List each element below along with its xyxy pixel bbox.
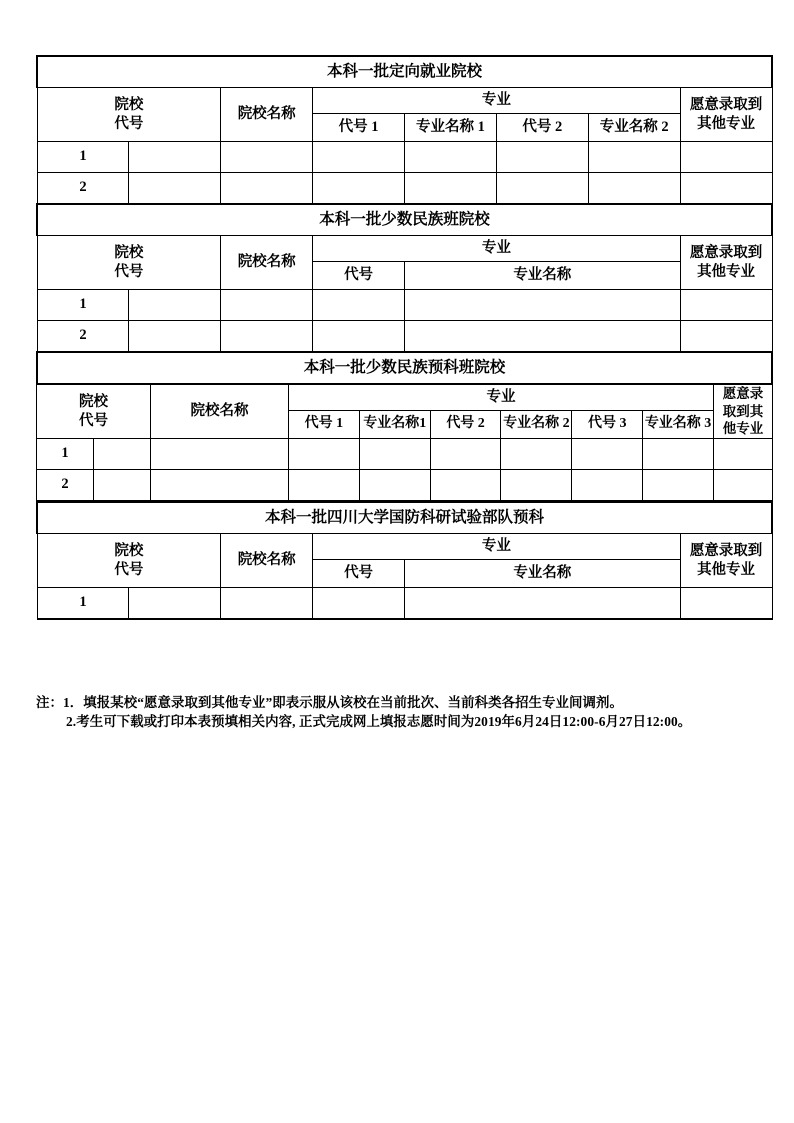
section-3-cell-school-code-1[interactable] <box>94 439 151 470</box>
table-row <box>37 142 772 173</box>
table-row <box>37 173 772 205</box>
section-1-cell-name2-1[interactable] <box>588 142 680 173</box>
section-4-table <box>36 501 773 620</box>
section-4-cell-school-name-1[interactable] <box>221 588 313 620</box>
section-2-header-row-a <box>37 236 772 262</box>
note-line-1: 注：1．填报某校“愿意录取到其他专业”即表示服从该校在当前批次、当前科类各招生专业间调剂。 <box>36 695 623 710</box>
section-4-cell-name-1[interactable] <box>405 588 681 620</box>
section-4-sub-header-code: 代号 <box>313 560 405 588</box>
section-1-cell-name2-2[interactable] <box>588 173 680 205</box>
table-row <box>37 290 772 321</box>
section-2-title-row <box>37 204 772 236</box>
section-1-sub-header-name2: 专业名称 2 <box>588 114 680 142</box>
section-3-cell-name3-1[interactable] <box>643 439 714 470</box>
section-4-school-code-header: 院校 代号 <box>37 534 221 588</box>
section-3-title-row <box>37 352 772 384</box>
section-2-row-number-1: 1 <box>37 290 129 321</box>
section-1-school-name-header: 院校名称 <box>221 88 313 142</box>
section-3-cell-school-code-2[interactable] <box>94 470 151 501</box>
section-3-title: 本科一批少数民族预科班院校 <box>37 352 772 384</box>
section-2-cell-willing-2[interactable] <box>680 321 772 353</box>
section-3-school-name-header: 院校名称 <box>151 385 289 439</box>
section-1-major-group-header: 专业 <box>313 88 681 114</box>
section-2-cell-willing-1[interactable] <box>680 290 772 321</box>
section-1-title: 本科一批定向就业院校 <box>37 56 772 88</box>
section-1-sub-header-code2: 代号 2 <box>496 114 588 142</box>
table-row <box>37 321 772 353</box>
section-2-cell-school-name-2[interactable] <box>221 321 313 353</box>
section-3-cell-name3-2[interactable] <box>643 470 714 501</box>
section-3-cell-code1-2[interactable] <box>289 470 360 501</box>
section-3-cell-willing-1[interactable] <box>714 439 773 470</box>
section-1-cell-school-code-2[interactable] <box>129 173 221 205</box>
section-3-cell-school-name-2[interactable] <box>151 470 289 501</box>
section-1-sub-header-code1: 代号 1 <box>313 114 405 142</box>
section-1-header-row-a <box>37 88 772 114</box>
section-2-title: 本科一批少数民族班院校 <box>37 204 772 236</box>
section-3-sub-header-code3: 代号 3 <box>572 411 643 439</box>
section-1-cell-code2-2[interactable] <box>496 173 588 205</box>
section-2-sub-header-code: 代号 <box>313 262 405 290</box>
note-line-2: 2.考生可下载或打印本表预填相关内容, 正式完成网上填报志愿时间为2019年6月24日12:00-6月27日12:00。 <box>66 714 692 730</box>
section-3-cell-name1-1[interactable] <box>359 439 430 470</box>
form-table <box>36 55 773 384</box>
section-2-cell-code-1[interactable] <box>313 290 405 321</box>
section-4-title: 本科一批四川大学国防科研试验部队预科 <box>37 502 772 534</box>
volunteer-form-table <box>36 55 773 620</box>
section-3-cell-code3-2[interactable] <box>572 470 643 501</box>
section-1-cell-school-code-1[interactable] <box>129 142 221 173</box>
section-3-cell-code2-1[interactable] <box>430 439 501 470</box>
section-3-sub-header-name2: 专业名称 2 <box>501 411 572 439</box>
section-1-title-row <box>37 56 772 88</box>
section-1-cell-name1-1[interactable] <box>405 142 497 173</box>
section-1-cell-code2-1[interactable] <box>496 142 588 173</box>
section-3-cell-school-name-1[interactable] <box>151 439 289 470</box>
section-4-row-number-1: 1 <box>37 588 129 620</box>
section-3-sub-header-code1: 代号 1 <box>289 411 360 439</box>
section-4-school-name-header: 院校名称 <box>221 534 313 588</box>
section-2-cell-code-2[interactable] <box>313 321 405 353</box>
section-4-title-row <box>37 502 772 534</box>
section-3-row-number-1: 1 <box>37 439 94 470</box>
section-4-major-group-header: 专业 <box>313 534 681 560</box>
section-3-row-number-2: 2 <box>37 470 94 501</box>
section-1-cell-code1-2[interactable] <box>313 173 405 205</box>
section-4-sub-header-name: 专业名称 <box>405 560 681 588</box>
section-2-school-code-header: 院校 代号 <box>37 236 221 290</box>
form-notes <box>36 693 781 732</box>
section-3-cell-name1-2[interactable] <box>359 470 430 501</box>
section-1-cell-school-name-2[interactable] <box>221 173 313 205</box>
section-1-row-number-1: 1 <box>37 142 129 173</box>
section-3-cell-code3-1[interactable] <box>572 439 643 470</box>
section-2-cell-name-2[interactable] <box>405 321 681 353</box>
section-1-cell-code1-1[interactable] <box>313 142 405 173</box>
section-2-major-group-header: 专业 <box>313 236 681 262</box>
section-2-cell-school-name-1[interactable] <box>221 290 313 321</box>
section-1-row-number-2: 2 <box>37 173 129 205</box>
section-1-school-code-header: 院校 代号 <box>37 88 221 142</box>
section-1-willing-header: 愿意录取到 其他专业 <box>680 88 772 142</box>
section-1-cell-willing-2[interactable] <box>680 173 772 205</box>
section-1-cell-school-name-1[interactable] <box>221 142 313 173</box>
section-3-cell-code2-2[interactable] <box>430 470 501 501</box>
section-3-header-row-a <box>37 385 773 411</box>
section-2-school-name-header: 院校名称 <box>221 236 313 290</box>
section-4-cell-school-code-1[interactable] <box>129 588 221 620</box>
section-3-cell-name2-2[interactable] <box>501 470 572 501</box>
section-3-table <box>36 384 773 501</box>
section-3-sub-header-name3: 专业名称 3 <box>643 411 714 439</box>
section-3-major-group-header: 专业 <box>289 385 714 411</box>
section-2-cell-school-code-2[interactable] <box>129 321 221 353</box>
section-4-willing-header: 愿意录取到 其他专业 <box>680 534 772 588</box>
section-3-cell-willing-2[interactable] <box>714 470 773 501</box>
section-1-cell-name1-2[interactable] <box>405 173 497 205</box>
table-row <box>37 588 772 620</box>
section-2-row-number-2: 2 <box>37 321 129 353</box>
section-2-cell-name-1[interactable] <box>405 290 681 321</box>
section-1-cell-willing-1[interactable] <box>680 142 772 173</box>
section-4-cell-willing-1[interactable] <box>680 588 772 620</box>
section-2-sub-header-name: 专业名称 <box>405 262 681 290</box>
section-4-cell-code-1[interactable] <box>313 588 405 620</box>
section-3-cell-code1-1[interactable] <box>289 439 360 470</box>
section-2-willing-header: 愿意录取到 其他专业 <box>680 236 772 290</box>
section-2-cell-school-code-1[interactable] <box>129 290 221 321</box>
section-3-willing-header: 愿意录 取到其 他专业 <box>714 385 773 439</box>
section-4-header-row-a <box>37 534 772 560</box>
section-1-sub-header-name1: 专业名称 1 <box>405 114 497 142</box>
table-row <box>37 470 773 501</box>
table-row <box>37 439 773 470</box>
section-3-sub-header-code2: 代号 2 <box>430 411 501 439</box>
section-3-cell-name2-1[interactable] <box>501 439 572 470</box>
section-3-school-code-header: 院校 代号 <box>37 385 151 439</box>
section-3-sub-header-name1: 专业名称1 <box>359 411 430 439</box>
